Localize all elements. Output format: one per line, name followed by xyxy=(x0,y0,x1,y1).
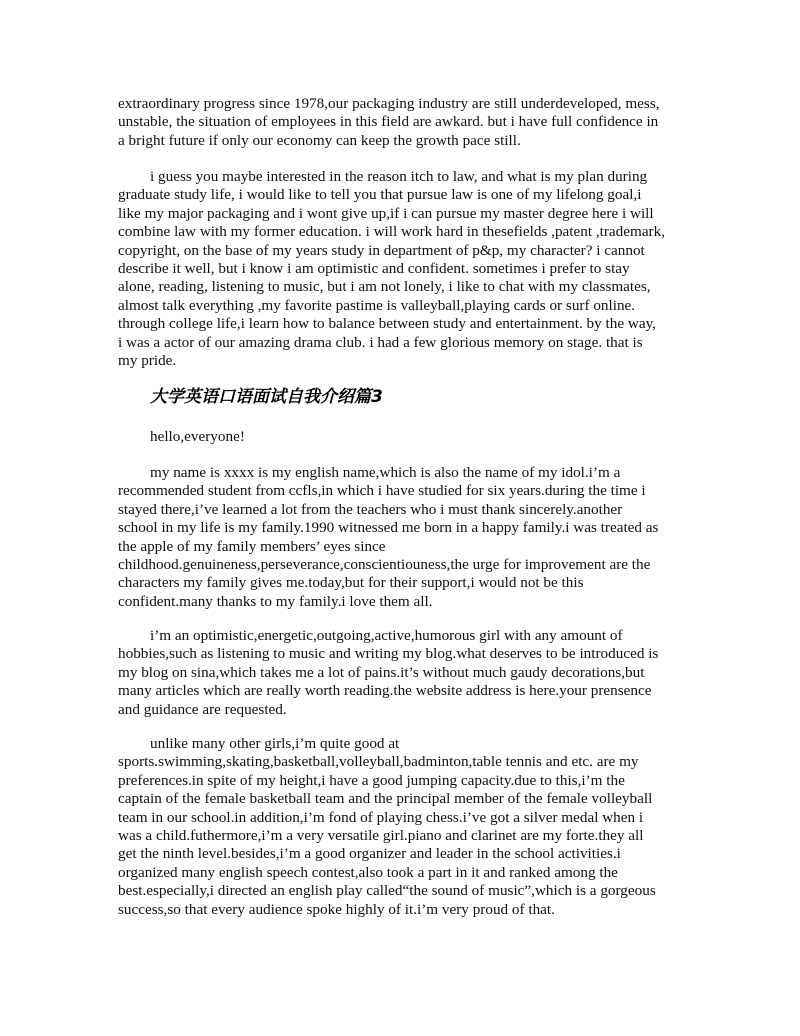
text-line: success,so that every audience spoke highly of it.i’m very proud of that. xyxy=(118,900,555,918)
paragraph-law-plan xyxy=(118,168,693,370)
text-line: copyright, on the base of my years study in department of p&p, my character? i cannot xyxy=(118,241,645,259)
text-line: my blog on sina,which takes me a lot of pains.it’s without much gaudy decorations,but xyxy=(118,663,645,681)
paragraph-sports xyxy=(118,735,693,919)
text-line: school in my life is my family.1990 witnessed me born in a happy family.i was treated as xyxy=(118,519,659,537)
paragraph-hobbies xyxy=(118,627,693,719)
greeting-line: hello,everyone! xyxy=(150,428,245,445)
paragraph-packaging-industry xyxy=(118,95,693,150)
text-line: organized many english speech contest,also took a part in it and ranked among the xyxy=(118,863,618,881)
text-line: sports.swimming,skating,basketball,volleyball,badminton,table tennis and etc. are my xyxy=(118,753,639,771)
text-line: i guess you maybe interested in the reason itch to law, and what is my plan during xyxy=(150,168,648,185)
text-line: combine law with my former education. i will work hard in thesefields ,patent ,trademark, xyxy=(118,223,666,241)
text-line: unlike many other girls,i’m quite good at xyxy=(150,735,400,752)
text-line: many articles which are really worth reading.the website address is here.your prensence xyxy=(118,682,652,700)
text-line: extraordinary progress since 1978,our packaging industry are still underdeveloped, mess, xyxy=(118,95,660,112)
paragraph-introduction xyxy=(118,464,693,611)
text-line: stayed there,i’ve learned a lot from the teachers who i must thank sincerely.another xyxy=(118,500,623,518)
text-line: like my major packaging and i wont give up,if i can pursue my master degree here i will xyxy=(118,204,654,222)
text-line: confident.many thanks to my family.i love them all. xyxy=(118,592,433,610)
text-line: my pride. xyxy=(118,352,177,370)
text-line: a bright future if only our economy can keep the growth pace still. xyxy=(118,131,521,149)
text-line: almost talk everything ,my favorite pastime is valleyball,playing cards or surf online. xyxy=(118,296,636,314)
section-heading: 大学英语口语面试自我介绍篇3 xyxy=(150,387,383,407)
text-line: characters my family gives me.today,but for their support,i would not be this xyxy=(118,574,584,592)
text-line: was a child.futhermore,i’m a very versatile girl.piano and clarinet are my forte.they all xyxy=(118,827,644,845)
text-line: team in our school.in addition,i’m fond of playing chess.i’ve got a silver medal when i xyxy=(118,808,644,826)
text-line: preferences.in spite of my height,i have a good jumping capacity.due to this,i’m the xyxy=(118,771,625,789)
text-line: captain of the female basketball team and the principal member of the female volleyball xyxy=(118,790,653,808)
text-line: hobbies,such as listening to music and writing my blog.what deserves to be introduced is xyxy=(118,645,659,663)
text-line: i’m an optimistic,energetic,outgoing,active,humorous girl with any amount of xyxy=(150,627,623,644)
text-line: childhood.genuineness,perseverance,conscientiouness,the urge for improvement are the xyxy=(118,556,651,574)
text-line: alone, reading, listening to music, but i am not lonely, i like to chat with my classmates, xyxy=(118,278,651,296)
text-line: i was a actor of our amazing drama club. i had a few glorious memory on stage. that is xyxy=(118,333,643,351)
text-line: unstable, the situation of employees in this field are awkard. but i have full confidence in xyxy=(118,113,659,131)
text-line: get the ninth level.besides,i’m a good organizer and leader in the school activities.i xyxy=(118,845,621,863)
text-line: and guidance are requested. xyxy=(118,700,287,718)
text-line: graduate study life, i would like to tell you that pursue law is one of my lifelong goal,i xyxy=(118,186,642,204)
text-line: describe it well, but i know i am optimistic and confident. sometimes i prefer to stay xyxy=(118,260,630,278)
text-line: the apple of my family members’ eyes since xyxy=(118,537,386,555)
text-line: recommended student from ccfls,in which i have studied for six years.during the time i xyxy=(118,482,646,500)
text-line: my name is xxxx is my english name,which is also the name of my idol.i’m a xyxy=(150,464,621,481)
text-line: best.especially,i directed an english play called“the sound of music”,which is a gorgeous xyxy=(118,882,656,900)
text-line: through college life,i learn how to balance between study and entertainment. by the way, xyxy=(118,315,656,333)
paragraph-greeting xyxy=(118,428,693,446)
